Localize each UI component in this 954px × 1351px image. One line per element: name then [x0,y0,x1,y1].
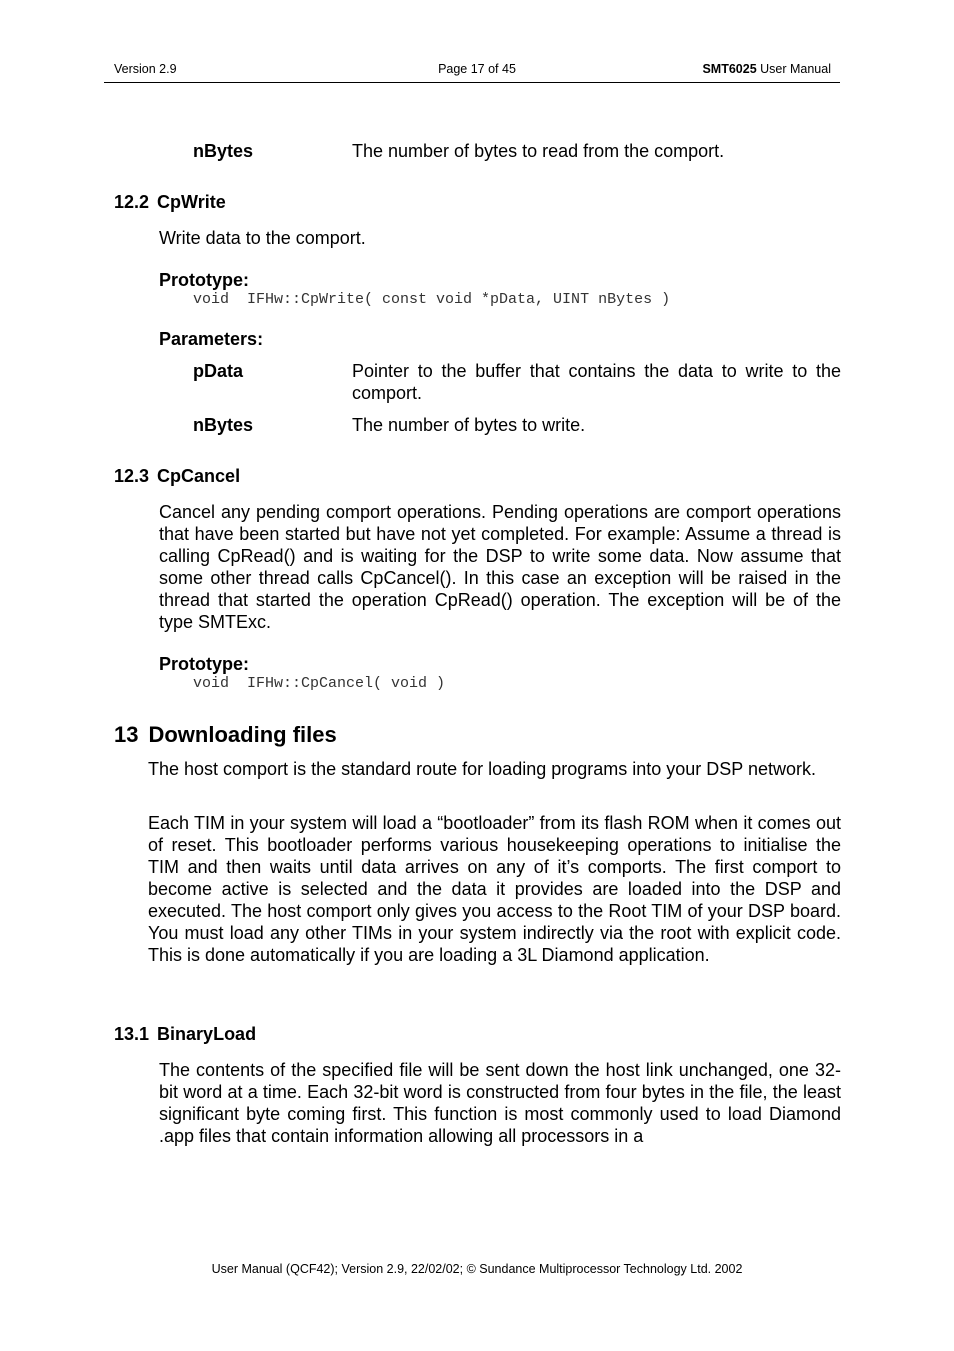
section-title: Downloading files [148,722,337,747]
section-number: 13 [114,722,139,747]
section-heading-12-2 [114,191,226,213]
param-name-nbytes-write: nBytes [193,415,254,435]
header-rule [104,82,840,83]
header-product: SMT6025 [702,62,757,76]
page-footer: User Manual (QCF42); Version 2.9, 22/02/02; © Sundance Multiprocessor Technology Ltd. 2002 [211,1262,743,1276]
downloading-paragraph-1: The host comport is the standard route for loading programs into your DSP network. [148,759,817,779]
param-desc-pdata: Pointer to the buffer that contains the data to write to the comport. [352,361,841,403]
param-name-pdata: pData [193,361,244,381]
section-heading-12-3 [114,465,240,487]
cpwrite-parameters-label: Parameters: [159,329,264,349]
section-number: 12.2 [114,192,150,212]
cpwrite-prototype-code: void IFHw::CpWrite( const void *pData, UINT nBytes ) [193,291,671,308]
header-document-title [702,62,831,77]
cpwrite-intro: Write data to the comport. [159,228,366,248]
cpcancel-prototype-label: Prototype: [159,654,249,674]
param-desc-nbytes-read: The number of bytes to read from the comport. [352,141,725,161]
header-version: Version 2.9 [114,62,177,76]
section-heading-13-1 [114,1023,256,1045]
downloading-paragraph-2: Each TIM in your system will load a “bootloader” from its flash ROM when it comes out of reset. This bootloader performs various housekeeping operations to initialise the TIM and then waits until data arrives on any of it’s comports. The first comport to become active is selected and the data it provides are loaded into the DSP and executed. The host comport only gives you access to the Root TIM of your DSP board. You must load any other TIMs in your system indirectly via the root with explicit code. This is done automatically if you are loading a 3L Diamond application. [148,813,841,965]
section-title: CpWrite [157,192,226,212]
cpcancel-description: Cancel any pending comport operations. Pending operations are comport operations that have been started but have not yet completed. For example: Assume a thread is calling CpRead() and is waiting for the DSP to write some data. Now assume that some other thread calls CpCancel(). In this case an exception will be raised in the thread that started the operation CpRead() operation. The exception will be of the type SMTExc. [159,502,841,632]
cpwrite-prototype-label: Prototype: [159,270,249,290]
section-title: BinaryLoad [157,1024,257,1044]
section-number: 12.3 [114,466,150,486]
section-heading-13 [114,722,337,748]
param-desc-nbytes-write: The number of bytes to write. [352,415,586,435]
param-name-nbytes-read: nBytes [193,141,254,161]
section-title: CpCancel [157,466,241,486]
section-number: 13.1 [114,1024,150,1044]
binaryload-description: The contents of the specified file will be sent down the host link unchanged, one 32-bit word at a time. Each 32-bit word is constructed from four bytes in the file, the least significant byte coming first. This function is most commonly used to load Diamond .app files that contain information allowing all processors in a [159,1060,841,1146]
cpcancel-prototype-code: void IFHw::CpCancel( void ) [193,675,446,692]
header-page-number: Page 17 of 45 [438,62,516,76]
header-manual: User Manual [756,62,831,76]
